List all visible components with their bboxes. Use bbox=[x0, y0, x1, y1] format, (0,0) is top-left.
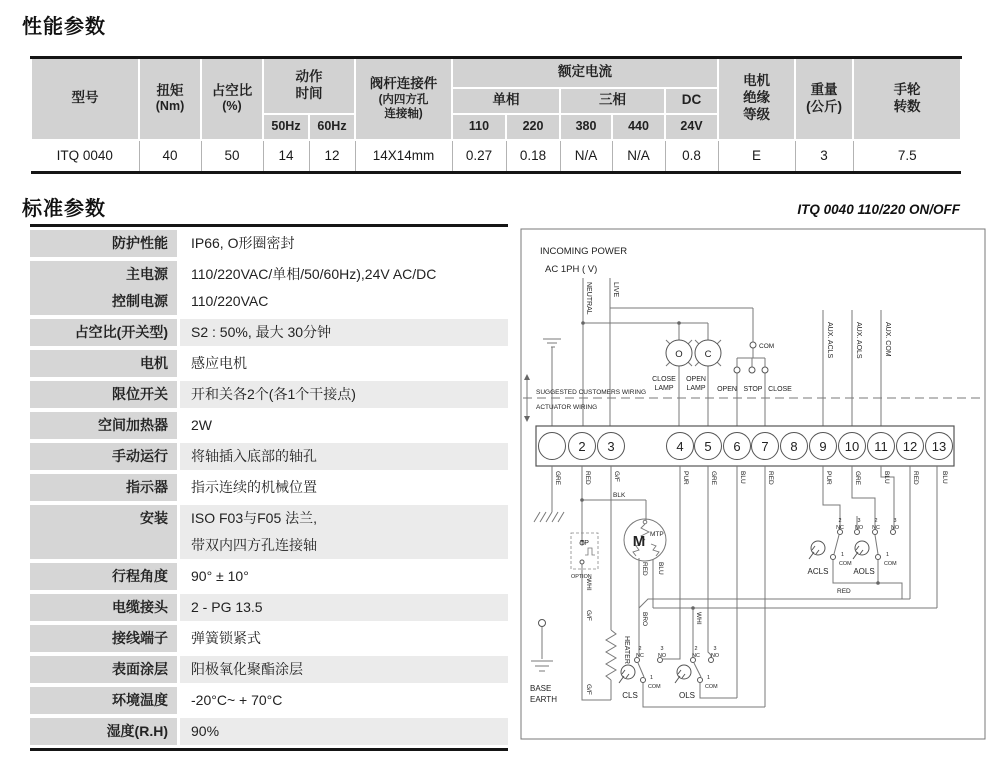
col-50hz: 50Hz bbox=[263, 114, 309, 140]
wire-color: BLU bbox=[657, 562, 664, 575]
col-duty: 占空比 (%) bbox=[201, 58, 263, 140]
tp-label: TP bbox=[580, 540, 589, 547]
contact-2: 2 bbox=[638, 646, 642, 652]
wiring-diagram bbox=[515, 228, 989, 742]
arrow-down-icon bbox=[524, 416, 530, 422]
list-item: 限位开关 开和关各2个(各1个干接点) bbox=[30, 381, 508, 408]
list-item: 接线端子 弹簧锁紧式 bbox=[30, 625, 508, 652]
wire-color: GRE bbox=[710, 471, 717, 486]
diagram-title: ITQ 0040 110/220 ON/OFF bbox=[797, 202, 960, 217]
contact-2: 2 bbox=[874, 518, 878, 524]
red-common-label: RED bbox=[837, 588, 851, 595]
close-button-label: CLOSE bbox=[768, 386, 792, 393]
list-item: 空间加热器 2W bbox=[30, 412, 508, 439]
col-handwheel: 手轮 转数 bbox=[853, 58, 961, 140]
wire-color: GRE bbox=[854, 471, 861, 486]
contact-no: NO bbox=[657, 653, 667, 659]
col-action-time: 动作 时间 bbox=[263, 58, 355, 114]
base-earth-label: BASE bbox=[530, 684, 552, 693]
contact-com: COM bbox=[705, 684, 718, 690]
contact-2: 2 bbox=[838, 518, 842, 524]
neutral-label: NEUTRAL bbox=[585, 282, 592, 315]
motor-symbol: M bbox=[632, 533, 646, 550]
wire-color: G/F bbox=[585, 610, 592, 621]
suggested-wiring-label: SUGGESTED CUSTOMERS WIRING bbox=[536, 389, 647, 396]
wire-color: WHI bbox=[695, 612, 702, 625]
terminal-3: 3 bbox=[607, 439, 615, 454]
col-24v: 24V bbox=[665, 114, 718, 140]
contact-3: 3 bbox=[713, 646, 717, 652]
col-60hz: 60Hz bbox=[309, 114, 355, 140]
terminal-13: 13 bbox=[931, 439, 947, 454]
list-item: 安装 ISO F03与F05 法兰, 带双内四方孔连接轴 bbox=[30, 505, 508, 559]
terminal-6: 6 bbox=[733, 439, 741, 454]
close-lamp-symbol: C bbox=[704, 349, 712, 360]
actuator-wiring-label: ACTUATOR WIRING bbox=[536, 404, 598, 411]
col-weight: 重量 (公斤) bbox=[795, 58, 853, 140]
list-item: 占空比(开关型) S2 : 50%, 最大 30分钟 bbox=[30, 319, 508, 346]
wire-color: RED bbox=[767, 471, 774, 485]
contact-com: COM bbox=[839, 561, 852, 567]
list-item: 手动运行 将轴插入底部的轴孔 bbox=[30, 443, 508, 470]
blk-wire-label: BLK bbox=[613, 492, 626, 499]
mtp-label: MTP bbox=[650, 531, 664, 538]
wire-color: PUR bbox=[825, 471, 832, 485]
acls-label: ACLS bbox=[807, 567, 829, 576]
cls-label: CLS bbox=[622, 691, 638, 700]
wire-color: GRE bbox=[554, 471, 561, 486]
list-item: 湿度(R.H) 90% bbox=[30, 718, 508, 745]
table-row: ITQ 0040 40 50 14 12 14X14mm 0.27 0.18 N/A N/A 0.8 E 3 7.5 bbox=[31, 140, 961, 173]
terminal-10: 10 bbox=[844, 439, 860, 454]
aux-acls-label: AUX. ACLS bbox=[826, 322, 833, 359]
contact-no: NO bbox=[710, 653, 720, 659]
terminal-12: 12 bbox=[902, 439, 918, 454]
wire-color: RED bbox=[584, 471, 591, 485]
incoming-power-voltage: AC 1PH ( V) bbox=[545, 264, 598, 275]
tp-option-box bbox=[571, 533, 598, 569]
contact-2: 2 bbox=[694, 646, 698, 652]
col-dc: DC bbox=[665, 88, 718, 114]
list-item: 防护性能 IP66, O形圈密封 bbox=[30, 230, 508, 257]
wire-color: G/F bbox=[613, 471, 620, 482]
col-440v: 440 bbox=[612, 114, 665, 140]
open-lamp-symbol: O bbox=[675, 349, 683, 360]
performance-table bbox=[30, 56, 962, 174]
contact-3: 3 bbox=[893, 518, 897, 524]
wire-color: WHI bbox=[585, 578, 592, 591]
cam-icon bbox=[619, 541, 869, 683]
aux-aols-label: AUX. AOLS bbox=[855, 322, 862, 359]
wire-color: BLU bbox=[941, 471, 948, 484]
com-label: COM bbox=[759, 343, 775, 350]
wire-color: BLU bbox=[883, 471, 890, 484]
standard-section-title: 标准参数 bbox=[22, 198, 106, 220]
col-380v: 380 bbox=[560, 114, 612, 140]
col-rated-current: 额定电流 bbox=[452, 58, 718, 88]
contact-3: 3 bbox=[857, 518, 861, 524]
performance-section-title: 性能参数 bbox=[22, 16, 106, 38]
contact-no: NO bbox=[854, 525, 864, 531]
close-lamp-label2: LAMP bbox=[654, 385, 674, 392]
col-model: 型号 bbox=[31, 58, 139, 140]
col-single-phase: 单相 bbox=[452, 88, 560, 114]
terminal-5: 5 bbox=[704, 439, 712, 454]
ols-label: OLS bbox=[678, 691, 696, 700]
base-earth-label2: EARTH bbox=[530, 695, 557, 704]
live-label: LIVE bbox=[612, 282, 619, 298]
list-item: 电缆接头 2 - PG 13.5 bbox=[30, 594, 508, 621]
aols-label: AOLS bbox=[853, 567, 875, 576]
terminal-9: 9 bbox=[819, 439, 827, 454]
arrow-up-icon bbox=[524, 374, 530, 380]
wire-color: G/F bbox=[585, 684, 592, 695]
contact-nc: NC bbox=[636, 653, 644, 659]
wire-color: PUR bbox=[682, 471, 689, 485]
col-stem: 阀杆连接件 (内四方孔 连接轴) bbox=[355, 58, 452, 140]
contact-nc: NC bbox=[836, 525, 844, 531]
contact-nc: NC bbox=[872, 525, 880, 531]
contact-1: 1 bbox=[886, 552, 889, 558]
list-item: 电机 感应电机 bbox=[30, 350, 508, 377]
contact-nc: NC bbox=[692, 653, 700, 659]
terminal-4: 4 bbox=[676, 439, 684, 454]
terminal-7: 7 bbox=[761, 439, 769, 454]
contact-no: NO bbox=[890, 525, 900, 531]
list-item: 主电源 控制电源 110/220VAC/单相/50/60Hz),24V AC/DC 110/220VAC bbox=[30, 261, 508, 315]
col-insulation: 电机 绝缘 等级 bbox=[718, 58, 795, 140]
terminal-11: 11 bbox=[874, 439, 888, 454]
col-110v: 110 bbox=[452, 114, 506, 140]
col-torque: 扭矩 (Nm) bbox=[139, 58, 201, 140]
option-label: OPTION bbox=[571, 574, 592, 580]
list-item: 环境温度 -20°C~ + 70°C bbox=[30, 687, 508, 714]
list-item: 表面涂层 阳极氧化聚酯涂层 bbox=[30, 656, 508, 683]
list-item: 行程角度 90° ± 10° bbox=[30, 563, 508, 590]
stop-button-label: STOP bbox=[743, 386, 763, 393]
heater-label: HEATER bbox=[623, 636, 630, 664]
wire-color: RED bbox=[641, 562, 648, 576]
aux-com-label: AUX. COM bbox=[884, 322, 891, 357]
contact-1: 1 bbox=[841, 552, 844, 558]
wire-color: BLU bbox=[739, 471, 746, 484]
open-button-label: OPEN bbox=[717, 386, 737, 393]
wire-color: RED bbox=[912, 471, 919, 485]
col-three-phase: 三相 bbox=[560, 88, 665, 114]
terminal-2: 2 bbox=[578, 439, 586, 454]
open-lamp-label2: LAMP bbox=[686, 385, 706, 392]
close-lamp-label: CLOSE bbox=[652, 376, 676, 383]
incoming-power-label: INCOMING POWER bbox=[540, 246, 628, 257]
terminal-8: 8 bbox=[790, 439, 798, 454]
contact-3: 3 bbox=[660, 646, 664, 652]
col-220v: 220 bbox=[506, 114, 560, 140]
wire-color: BRO bbox=[641, 612, 648, 627]
open-lamp-label: OPEN bbox=[686, 376, 706, 383]
contact-1: 1 bbox=[707, 675, 710, 681]
contact-com: COM bbox=[884, 561, 897, 567]
list-item: 指示器 指示连续的机械位置 bbox=[30, 474, 508, 501]
contact-1: 1 bbox=[650, 675, 653, 681]
contact-com: COM bbox=[648, 684, 661, 690]
standard-table bbox=[30, 224, 508, 751]
